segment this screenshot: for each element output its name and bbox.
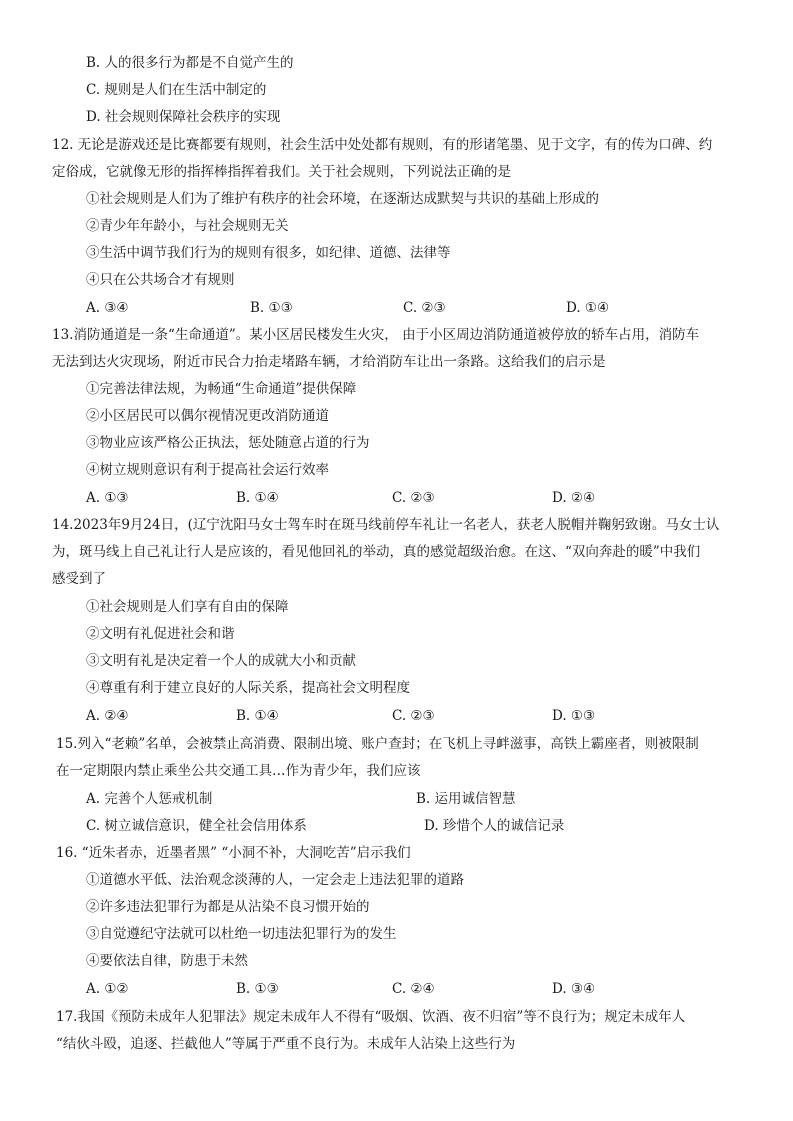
q13-stem-line-1: 13.消防通道是一条“生命通道”。某小区居民楼发生火灾， 由于小区周边消防通道被停放的轿车占用，消防车 (52, 327, 700, 343)
q14-stem-line-3: 感受到了 (52, 571, 106, 587)
q12-option-a: A. ③④ (86, 300, 129, 316)
q16-item-2: ②许多违法犯罪行为都是从沾染不良习惯开始的 (86, 899, 370, 915)
q17-stem-line-1: 17.我国《预防未成年人犯罪法》规定未成年人不得有“吸烟、饮酒、夜不归宿”等不良行为；规定未成年人 (56, 1009, 686, 1025)
q15-option-c: C. 树立诚信意识，健全社会信用体系 (86, 818, 307, 834)
q13-stem-line-2: 无法到达火灾现场，附近市民合力抬走堵路车辆，才给消防车让出一条路。这给我们的启示是 (52, 354, 606, 370)
q13-option-d: D. ②④ (552, 490, 596, 506)
q14-item-1: ①社会规则是人们享有自由的保障 (86, 599, 289, 615)
q15-option-d: D. 珍惜个人的诚信记录 (424, 818, 565, 834)
q17-stem-line-2: “结伙斗殴，追逐、拦截他人”等属于严重不良行为。未成年人沾染上这些行为 (56, 1036, 516, 1052)
q14-item-4: ④尊重有利于建立良好的人际关系，提高社会文明程度 (86, 680, 410, 696)
q13-item-1: ①完善法律法规，为畅通“生命通道”提供保障 (86, 381, 357, 397)
q14-item-3: ③文明有礼是决定着一个人的成就大小和贡献 (86, 653, 356, 669)
q12-option-d: D. ①④ (566, 300, 610, 316)
q16-option-b: B. ①③ (236, 981, 279, 997)
q15-stem-line-1: 15.列入“老赖”名单，会被禁止高消费、限制出境、账户查封；在飞机上寻衅滋事，高铁上霸座者，则被限制 (56, 736, 699, 752)
q13-item-2: ②小区居民可以偶尔视情况更改消防通道 (86, 408, 329, 424)
q14-option-c: C. ②③ (392, 708, 435, 724)
q12-stem-line-1: 12. 无论是游戏还是比赛都要有规则，社会生活中处处都有规则，有的形诸笔墨、见于文字，有的传为口碑、约 (52, 137, 713, 153)
q12-item-3: ③生活中调节我们行为的规则有很多，如纪律、道德、法律等 (86, 245, 451, 261)
q14-stem-line-2: 为，斑马线上自己礼让行人是应该的，看见他回礼的举动，真的感觉超级治愈。在这、“双向奔赴的暖”中我们 (52, 544, 701, 560)
q16-stem-line-1: 16. “近朱者赤，近墨者黑” “小洞不补，大洞吃苦”启示我们 (56, 845, 411, 861)
q13-item-3: ③物业应该严格公正执法，惩处随意占道的行为 (86, 435, 370, 451)
q16-item-4: ④要依法自律，防患于未然 (86, 953, 248, 969)
q16-option-d: D. ③④ (552, 981, 596, 997)
q14-option-b: B. ①④ (236, 708, 279, 724)
q14-option-d: D. ①③ (552, 708, 596, 724)
q16-option-c: C. ②④ (392, 981, 435, 997)
q13-option-c: C. ②③ (392, 490, 435, 506)
q11-option-c: C. 规则是人们在生活中制定的 (86, 82, 267, 98)
q15-option-a: A. 完善个人惩戒机制 (86, 791, 213, 807)
q15-stem-line-2: 在一定期限内禁止乘坐公共交通工具…作为青少年，我们应该 (56, 763, 421, 779)
q13-option-a: A. ①③ (86, 490, 129, 506)
q14-option-a: A. ②④ (86, 708, 129, 724)
q12-stem-line-2: 定俗成，它就像无形的指挥棒指挥着我们。关于社会规则，下列说法正确的是 (52, 164, 511, 180)
q14-stem-line-1: 14.2023年9月24日，(辽宁沈阳马女士驾车时在斑马线前停车礼让一名老人，获老人脱帽并鞠躬致谢。马女士认 (52, 517, 720, 533)
q15-option-b: B. 运用诚信智慧 (416, 791, 516, 807)
q11-option-d: D. 社会规则保障社会秩序的实现 (86, 109, 281, 125)
q16-item-3: ③自觉遵纪守法就可以杜绝一切违法犯罪行为的发生 (86, 926, 397, 942)
q14-item-2: ②文明有礼促进社会和谐 (86, 626, 235, 642)
q16-option-a: A. ①② (86, 981, 129, 997)
q13-item-4: ④树立规则意识有利于提高社会运行效率 (86, 462, 329, 478)
q13-option-b: B. ①④ (236, 490, 279, 506)
q11-option-b: B. 人的很多行为都是不自觉产生的 (86, 55, 294, 71)
q12-option-c: C. ②③ (403, 300, 446, 316)
q12-item-2: ②青少年年龄小，与社会规则无关 (86, 218, 289, 234)
q12-option-b: B. ①③ (250, 300, 293, 316)
q16-item-1: ①道德水平低、法治观念淡薄的人，一定会走上违法犯罪的道路 (86, 872, 464, 888)
q12-item-1: ①社会规则是人们为了维护有秩序的社会环境，在逐渐达成默契与共识的基础上形成的 (86, 191, 599, 207)
q12-item-4: ④只在公共场合才有规则 (86, 272, 235, 288)
